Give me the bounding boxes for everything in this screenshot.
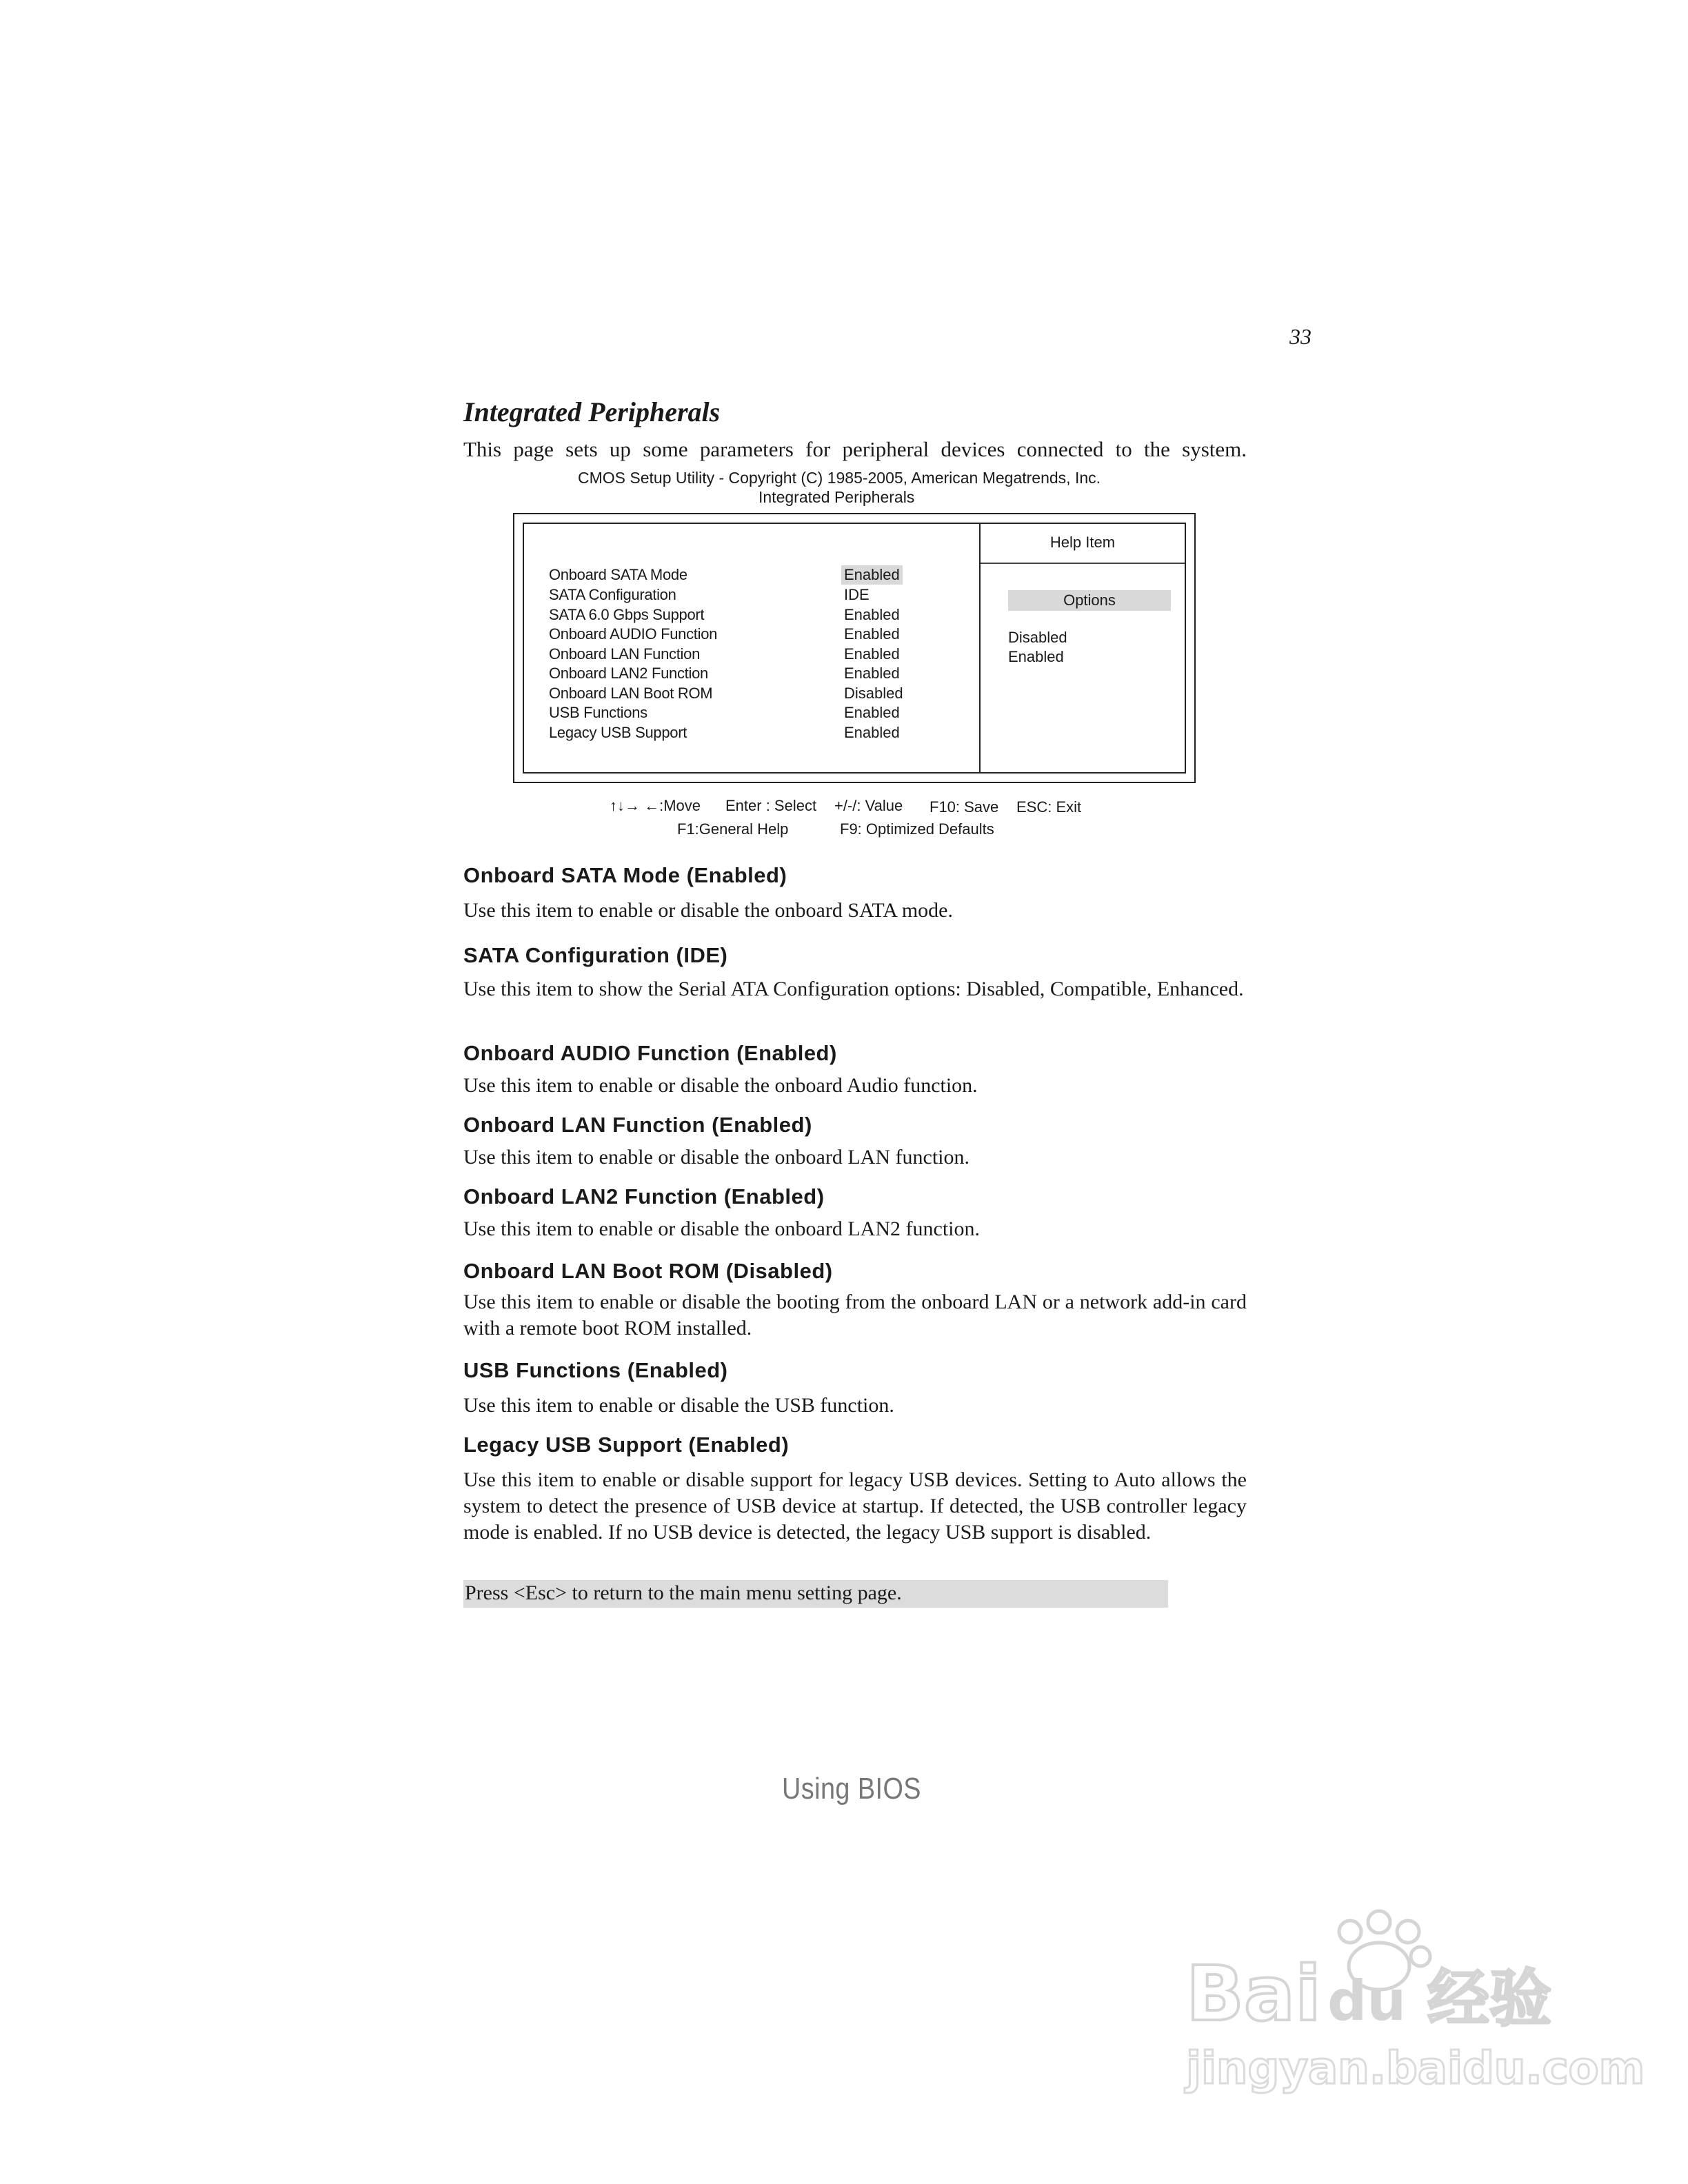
heading-onboard-lan: Onboard LAN Function (Enabled) xyxy=(463,1113,812,1137)
desc-onboard-lan2: Use this item to enable or disable the onboard LAN2 function. xyxy=(463,1217,980,1240)
bios-row-label: Onboard LAN Boot ROM xyxy=(549,685,713,702)
bios-row-usb-functions xyxy=(549,703,976,722)
key-hint-value: +/-/: Value xyxy=(834,797,903,814)
desc-onboard-audio: Use this item to enable or disable the onboard Audio function. xyxy=(463,1074,978,1097)
svg-text:Bai: Bai xyxy=(1186,1950,1321,2038)
bios-row-onboard-lan xyxy=(549,645,976,664)
key-hint-help: F1:General Help xyxy=(677,820,789,838)
help-rule xyxy=(981,563,1185,564)
heading-legacy-usb: Legacy USB Support (Enabled) xyxy=(463,1433,790,1457)
bios-divider xyxy=(979,524,981,772)
bios-row-lan-boot-rom xyxy=(549,684,976,703)
desc-usb-functions: Use this item to enable or disable the USB function. xyxy=(463,1394,894,1417)
heading-sata-configuration: SATA Configuration (IDE) xyxy=(463,943,728,967)
bios-row-value: Disabled xyxy=(844,685,903,702)
desc-sata-configuration: Use this item to show the Serial ATA Configuration options: Disabled, Compatible, Enhanced. xyxy=(463,978,1244,1000)
svg-text:du: du xyxy=(1327,1969,1407,2033)
bios-row-legacy-usb xyxy=(549,723,976,742)
bios-row-sata-6-support xyxy=(549,605,976,625)
bios-row-label: SATA 6.0 Gbps Support xyxy=(549,606,705,623)
bios-screen-panel xyxy=(523,523,1186,774)
heading-lan-boot-rom: Onboard LAN Boot ROM (Disabled) xyxy=(463,1259,833,1283)
footer-chapter-title: Using BIOS xyxy=(782,1772,921,1806)
bios-row-value: Enabled xyxy=(844,606,900,623)
bios-row-label: SATA Configuration xyxy=(549,586,676,603)
desc-lan-boot-rom: Use this item to enable or disable the booting from the onboard LAN or a network add-in card with a remote boot ROM installed. xyxy=(463,1291,1247,1339)
key-hint-defaults: F9: Optimized Defaults xyxy=(840,820,994,838)
option-disabled: Disabled xyxy=(1008,629,1067,646)
bios-row-value: IDE xyxy=(844,586,870,603)
page-number: 33 xyxy=(1289,324,1312,349)
heading-onboard-audio: Onboard AUDIO Function (Enabled) xyxy=(463,1041,837,1065)
desc-onboard-sata-mode: Use this item to enable or disable the onboard SATA mode. xyxy=(463,899,953,922)
bios-row-onboard-sata-mode xyxy=(549,565,976,585)
options-header: Options xyxy=(1008,590,1171,611)
bios-row-value: Enabled xyxy=(844,704,900,721)
bios-row-value: Enabled xyxy=(844,724,900,741)
esc-return-note: Press <Esc> to return to the main menu setting page. xyxy=(463,1580,1168,1608)
bios-row-value: Enabled xyxy=(844,645,900,663)
intro-paragraph: This page sets up some parameters for peripheral devices connected to the system. xyxy=(463,437,1247,461)
baidu-jingyan-watermark xyxy=(1172,1903,1645,2110)
bios-row-value: Enabled xyxy=(844,625,900,643)
option-enabled: Enabled xyxy=(1008,648,1064,665)
section-title: Integrated Peripherals xyxy=(463,396,721,427)
bios-row-label: USB Functions xyxy=(549,704,647,721)
bios-row-value-selected: Enabled xyxy=(841,565,903,585)
svg-text:经验: 经验 xyxy=(1427,1963,1551,2035)
bios-row-value: Enabled xyxy=(844,665,900,682)
heading-onboard-sata-mode: Onboard SATA Mode (Enabled) xyxy=(463,863,787,887)
bios-row-sata-configuration xyxy=(549,585,976,605)
bios-caption-copyright: CMOS Setup Utility - Copyright (C) 1985-2005, American Megatrends, Inc. xyxy=(578,469,1101,487)
heading-onboard-lan2: Onboard LAN2 Function (Enabled) xyxy=(463,1184,825,1209)
key-hint-enter: Enter : Select xyxy=(725,797,817,814)
key-hint-exit: ESC: Exit xyxy=(1016,798,1082,816)
desc-legacy-usb: Use this item to enable or disable support for legacy USB devices. Setting to Auto allows the system to detect the presence of USB device at startup. If detected, the USB controller legacy mode is enabled. If no USB device is detected, the legacy USB support is disabled. xyxy=(463,1468,1247,1544)
bios-caption-title: Integrated Peripherals xyxy=(758,488,915,506)
bios-row-label: Legacy USB Support xyxy=(549,724,687,741)
bios-screen-frame xyxy=(513,513,1196,783)
svg-text:jingyan.baidu.com: jingyan.baidu.com xyxy=(1186,2043,1645,2094)
bios-row-onboard-lan2 xyxy=(549,664,976,683)
heading-usb-functions: USB Functions (Enabled) xyxy=(463,1358,728,1382)
bios-row-label: Onboard AUDIO Function xyxy=(549,625,718,643)
bios-row-label: Onboard SATA Mode xyxy=(549,566,687,583)
bios-row-label: Onboard LAN Function xyxy=(549,645,701,663)
bios-row-onboard-audio xyxy=(549,625,976,644)
desc-onboard-lan: Use this item to enable or disable the onboard LAN function. xyxy=(463,1146,969,1169)
help-item-title: Help Item xyxy=(1049,534,1116,551)
key-hint-move: ↑↓→ ←:Move xyxy=(610,797,701,814)
bios-row-label: Onboard LAN2 Function xyxy=(549,665,708,682)
key-hint-save: F10: Save xyxy=(930,798,999,816)
